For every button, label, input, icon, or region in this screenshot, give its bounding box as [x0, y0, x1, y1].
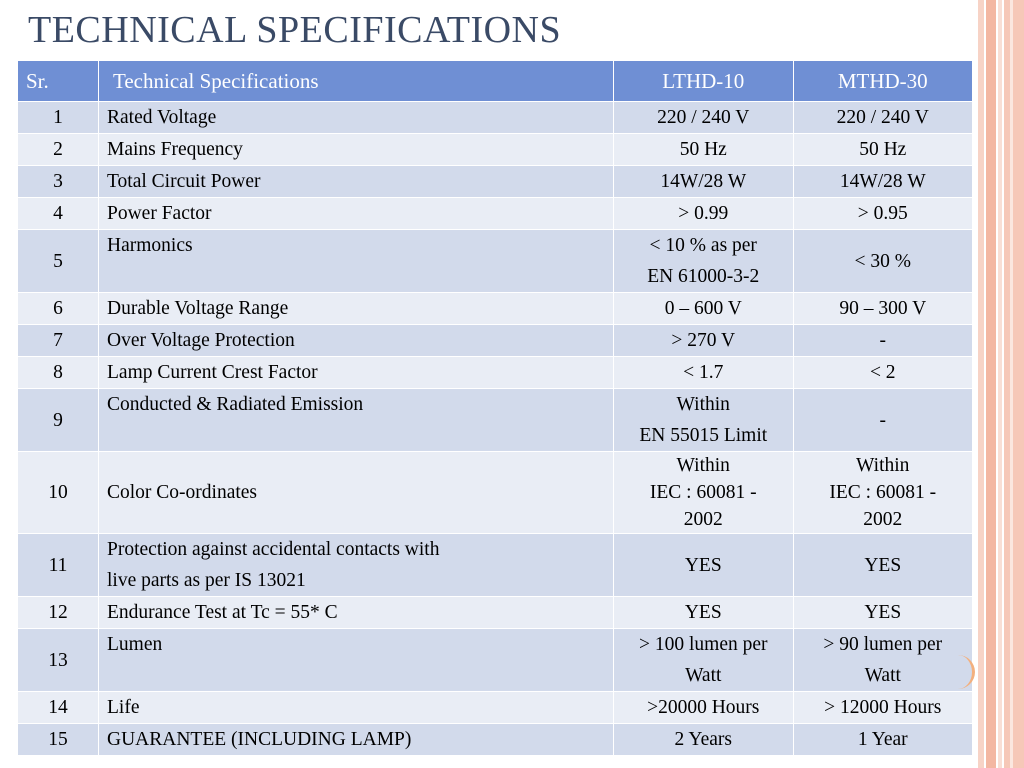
- cell-sr: 15: [18, 724, 99, 756]
- cell-sr: 1: [18, 102, 99, 134]
- cell-mthd: 90 – 300 V: [793, 293, 973, 325]
- cell-mthd: 50 Hz: [793, 134, 973, 166]
- cell-sr: 5: [18, 230, 99, 293]
- cell-lthd: YES: [614, 597, 794, 629]
- cell-line: Watt: [864, 665, 901, 686]
- cell-spec: Color Co-ordinates: [99, 452, 614, 534]
- cell-lthd: 0 – 600 V: [614, 293, 794, 325]
- cell-line: EN 55015 Limit: [639, 425, 768, 446]
- decorative-stripe: [978, 0, 984, 768]
- cell-sr: 9: [18, 389, 99, 452]
- cell-spec: Endurance Test at Tc = 55* C: [99, 597, 614, 629]
- cell-line: Within: [676, 394, 730, 415]
- table-row: [18, 724, 973, 756]
- cell-mthd: -: [793, 325, 973, 357]
- cell-line: > 90 lumen per: [823, 634, 943, 655]
- cell-line: Protection against accidental contacts with: [107, 539, 440, 560]
- table-row: [18, 134, 973, 166]
- table-row: [18, 534, 973, 597]
- cell-line: 2002: [683, 509, 723, 530]
- cell-lthd: [614, 389, 794, 452]
- cell-sr: 13: [18, 629, 99, 692]
- cell-sr: 12: [18, 597, 99, 629]
- cell-spec: Rated Voltage: [99, 102, 614, 134]
- cell-line: Watt: [685, 665, 722, 686]
- header-spec: Technical Specifications: [99, 61, 614, 102]
- cell-spec: Harmonics: [99, 230, 614, 293]
- table-header-row: [18, 61, 973, 102]
- header-mthd: MTHD-30: [793, 61, 973, 102]
- cell-lthd: 14W/28 W: [614, 166, 794, 198]
- table-row: [18, 452, 973, 534]
- table-row: [18, 166, 973, 198]
- cell-line: > 100 lumen per: [638, 634, 768, 655]
- cell-spec: Conducted & Radiated Emission: [99, 389, 614, 452]
- decorative-stripe: [998, 0, 1002, 768]
- table-row: [18, 597, 973, 629]
- cell-lthd: 2 Years: [614, 724, 794, 756]
- decorative-stripe: [1004, 0, 1024, 768]
- cell-mthd: < 30 %: [793, 230, 973, 293]
- cell-spec: Durable Voltage Range: [99, 293, 614, 325]
- cell-spec: Over Voltage Protection: [99, 325, 614, 357]
- cell-mthd: 220 / 240 V: [793, 102, 973, 134]
- cell-lthd: YES: [614, 534, 794, 597]
- cell-lthd: [614, 230, 794, 293]
- table-row: [18, 198, 973, 230]
- cell-mthd: YES: [793, 534, 973, 597]
- cell-mthd: [793, 629, 973, 692]
- cell-mthd: [793, 452, 973, 534]
- cell-lthd: < 1.7: [614, 357, 794, 389]
- cell-lthd: >20000 Hours: [614, 692, 794, 724]
- cell-line: Within: [856, 455, 910, 476]
- cell-mthd: > 0.95: [793, 198, 973, 230]
- header-lthd: LTHD-10: [614, 61, 794, 102]
- cell-mthd: 1 Year: [793, 724, 973, 756]
- cell-mthd: < 2: [793, 357, 973, 389]
- table-row: [18, 102, 973, 134]
- cell-spec: Lumen: [99, 629, 614, 692]
- cell-sr: 6: [18, 293, 99, 325]
- decorative-stripe: [986, 0, 996, 768]
- decorative-stripe: [1010, 0, 1013, 768]
- cell-sr: 10: [18, 452, 99, 534]
- cell-line: Within: [676, 455, 730, 476]
- cell-mthd: 14W/28 W: [793, 166, 973, 198]
- table-row: [18, 629, 973, 692]
- cell-spec: Lamp Current Crest Factor: [99, 357, 614, 389]
- table-row: [18, 692, 973, 724]
- cell-spec: Total Circuit Power: [99, 166, 614, 198]
- cell-sr: 8: [18, 357, 99, 389]
- spec-table: [17, 60, 973, 756]
- cell-sr: 11: [18, 534, 99, 597]
- cell-sr: 7: [18, 325, 99, 357]
- cell-spec: [99, 534, 614, 597]
- cell-lthd: > 270 V: [614, 325, 794, 357]
- table-row: [18, 357, 973, 389]
- cell-lthd: > 0.99: [614, 198, 794, 230]
- cell-sr: 3: [18, 166, 99, 198]
- cell-line: < 10 % as per: [649, 235, 757, 256]
- cell-lthd: [614, 629, 794, 692]
- table-row: [18, 325, 973, 357]
- cell-sr: 2: [18, 134, 99, 166]
- cell-line: IEC : 60081 -: [649, 482, 757, 503]
- cell-spec: GUARANTEE (INCLUDING LAMP): [99, 724, 614, 756]
- cell-line: EN 61000-3-2: [647, 266, 760, 287]
- table-row: [18, 230, 973, 293]
- cell-spec: Mains Frequency: [99, 134, 614, 166]
- header-sr: Sr.: [18, 61, 99, 102]
- cell-line: IEC : 60081 -: [829, 482, 937, 503]
- cell-spec: Life: [99, 692, 614, 724]
- cell-line: live parts as per IS 13021: [107, 570, 306, 591]
- cell-mthd: -: [793, 389, 973, 452]
- cell-sr: 14: [18, 692, 99, 724]
- cell-line: 2002: [863, 509, 903, 530]
- cell-lthd: 220 / 240 V: [614, 102, 794, 134]
- cell-lthd: 50 Hz: [614, 134, 794, 166]
- cell-sr: 4: [18, 198, 99, 230]
- cell-mthd: YES: [793, 597, 973, 629]
- page-title: TECHNICAL SPECIFICATIONS: [28, 9, 562, 51]
- cell-mthd: > 12000 Hours: [793, 692, 973, 724]
- table-row: [18, 389, 973, 452]
- cell-lthd: [614, 452, 794, 534]
- table-row: [18, 293, 973, 325]
- cell-spec: Power Factor: [99, 198, 614, 230]
